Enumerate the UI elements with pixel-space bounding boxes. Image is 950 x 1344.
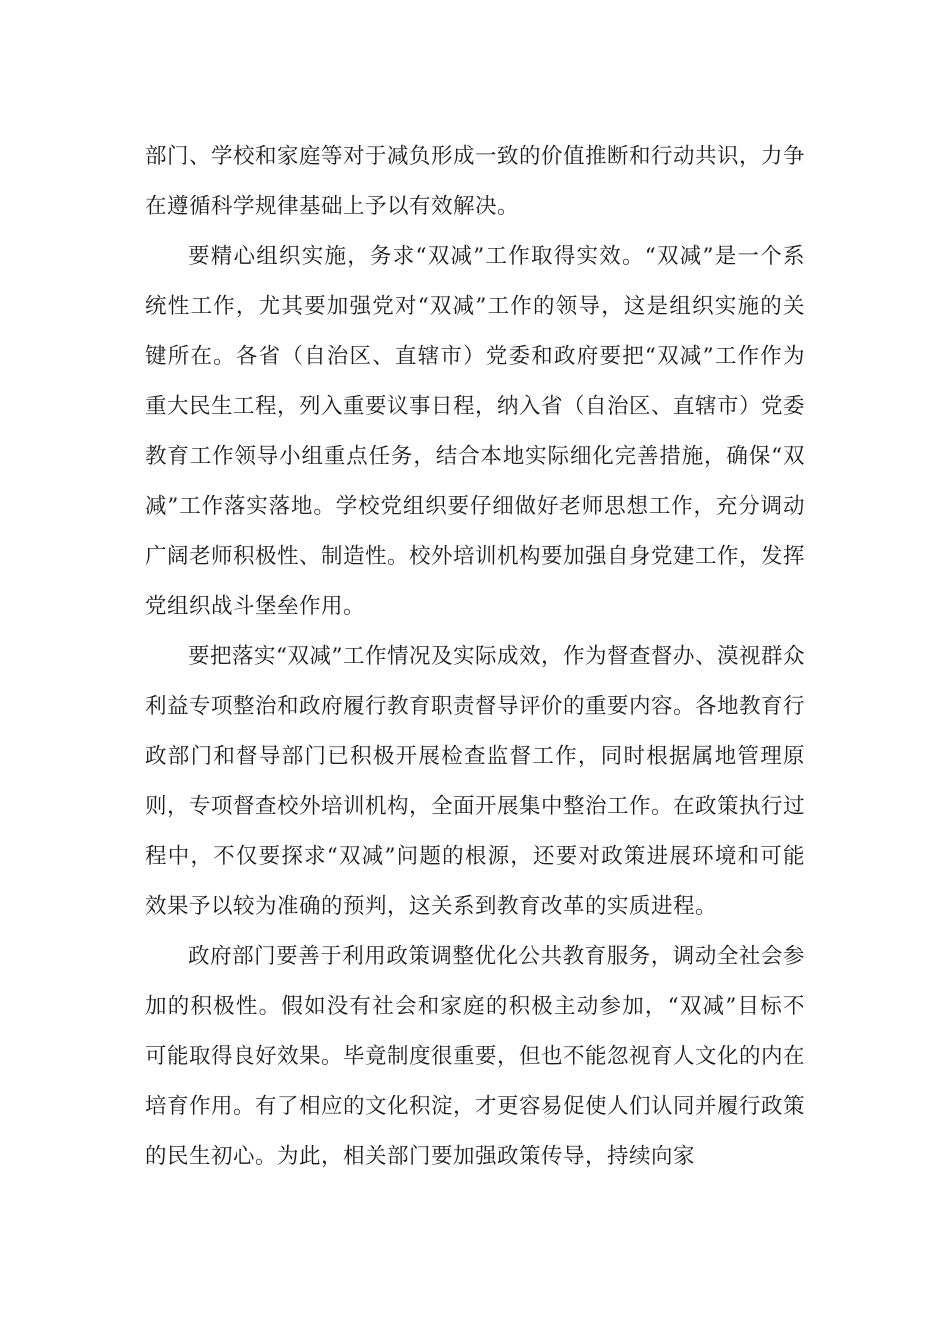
paragraph-3: 要把落实“双减”工作情况及实际成效，作为督查督办、漠视群众利益专项整治和政府履行教育职责督导评价的重要内容。各地教育行政部门和督导部门已积极开展检查监督工作，同时根据属地管理原则，专项督查校外培训机构，全面开展集中整治工作。在政策执行过程中，不仅要探求“双减”问题的根源，还要对政策进展环境和可能效果予以较为准确的预判，这关系到教育改革的实质进程。 bbox=[145, 644, 806, 919]
paragraph-2: 要精心组织实施，务求“双减”工作取得实效。“双减”是一个系统性工作，尤其要加强党对“双减”工作的领导，这是组织实施的关键所在。各省（自治区、直辖市）党委和政府要把“双减”工作作为重大民生工程，列入重要议事日程，纳入省（自治区、直辖市）党委教育工作领导小组重点任务，结合本地实际细化完善措施，确保“双减”工作落实落地。学校党组织要仔细做好老师思想工作，充分调动广阔老师积极性、制造性。校外培训机构要加强自身党建工作，发挥党组织战斗堡垒作用。 bbox=[145, 244, 806, 619]
paragraph-1: 部门、学校和家庭等对于减负形成一致的价值推断和行动共识，力争在遵循科学规律基础上予以有效解决。 bbox=[145, 144, 806, 219]
document-body bbox=[145, 132, 805, 1182]
paragraph-4: 政府部门要善于利用政策调整优化公共教育服务，调动全社会参加的积极性。假如没有社会和家庭的积极主动参加，“双减”目标不可能取得良好效果。毕竟制度很重要，但也不能忽视育人文化的内在培育作用。有了相应的文化积淀，才更容易促使人们认同并履行政策的民生初心。为此，相关部门要加强政策传导，持续向家 bbox=[145, 944, 806, 1169]
